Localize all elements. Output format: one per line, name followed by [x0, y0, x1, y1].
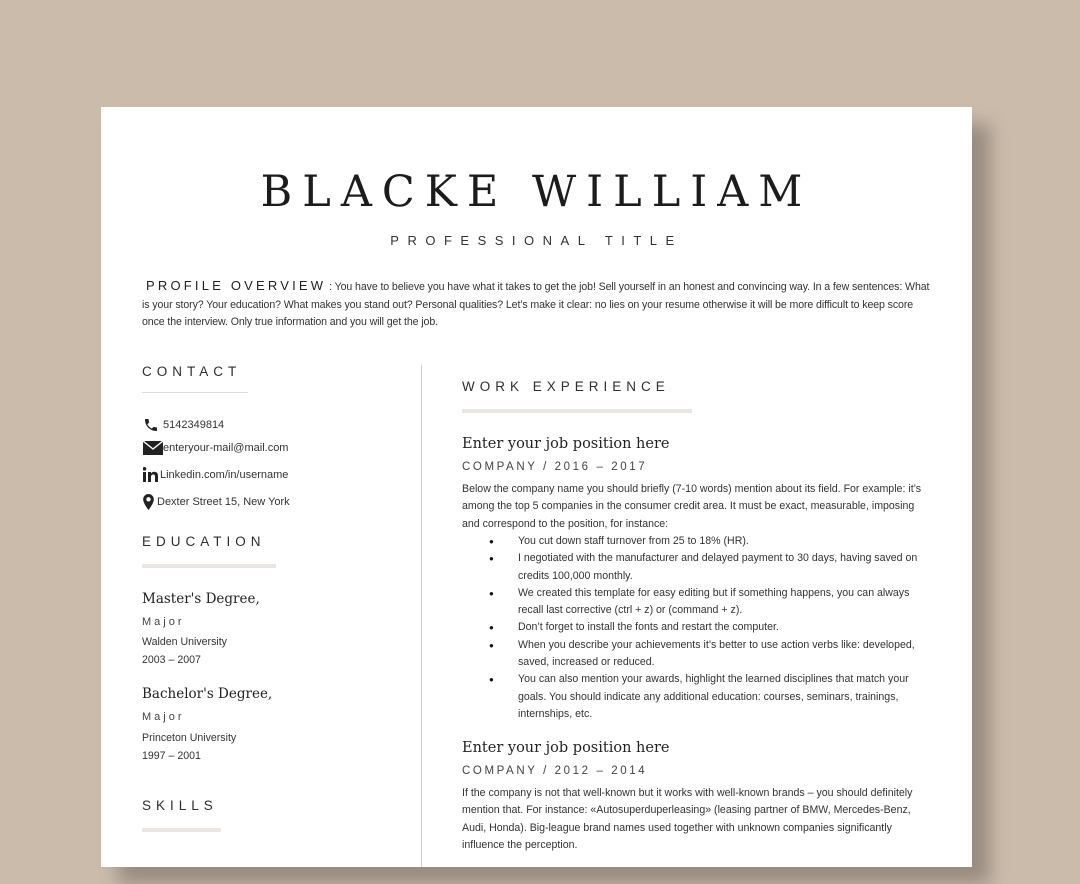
job-description: If the company is not that well-known but it works with well-known brands – you should definitely mention that. For instance: «Autosuperduperleasing» (leasing partner of BMW, Mercedes-Benz, Audi, Honda). Big-league brand names used together with unknown companies significantly influence the perception. — [462, 787, 913, 851]
education-school: Walden University — [142, 636, 227, 648]
skills-heading: SKILLS — [142, 798, 218, 813]
achievement-bullet: ● We created this template for easy editing but if something happens, you can always recall last corrective (ctrl + z) or (command + z). — [489, 585, 919, 620]
linkedin-url: Linkedin.com/in/username — [160, 468, 289, 481]
education-years: 1997 – 2001 — [142, 750, 201, 762]
profile-label: PROFILE OVERVIEW — [146, 278, 327, 293]
contact-linkedin — [143, 467, 288, 482]
profile-overview — [142, 277, 932, 332]
job-description: Below the company name you should briefly (7-10 words) mention about its field. For example: it’s among the top 5 companies in the consumer credit area. It must be exact, measurable, imposing and correspond to the position, for instance: — [462, 483, 922, 530]
achievement-bullet: ● I negotiated with the manufacturer and delayed payment to 30 days, having saved on credits 100,000 monthly. — [489, 550, 919, 585]
work-experience-heading: WORK EXPERIENCE — [462, 379, 670, 394]
education-school: Princeton University — [142, 732, 237, 744]
job-achievements — [489, 533, 919, 723]
phone-icon — [143, 417, 163, 433]
job-title: Enter your job position here — [462, 436, 670, 452]
education-major: Major — [142, 616, 185, 628]
location-pin-icon — [143, 494, 157, 510]
education-years: 2003 – 2007 — [142, 654, 201, 666]
job-title: Enter your job position here — [462, 740, 670, 756]
contact-divider — [142, 392, 248, 393]
education-divider — [142, 564, 276, 568]
profile-text: : You have to believe you have what it takes to get the job! Sell yourself in an honest and convincing way. In a few sentences: What is your story? Your education? What makes you stand out? Personal qualities? Let’s make it clear: no lies on your resume otherwise it will be more difficult to keep score once the interview. Only true information and you will get the job. — [142, 281, 930, 329]
work-experience-divider — [462, 409, 692, 413]
achievement-bullet: ● You cut down staff turnover from 25 to 18% (HR). — [489, 533, 919, 550]
linkedin-icon — [143, 467, 160, 482]
job-company-dates: COMPANY / 2012 – 2014 — [462, 765, 648, 777]
email-address: enteryour-mail@mail.com — [163, 442, 289, 454]
job-company-dates: COMPANY / 2016 – 2017 — [462, 461, 648, 473]
mail-icon — [143, 441, 163, 455]
achievement-bullet: ● When you describe your achievements it’s better to use action verbs like: developed, saved, increased or reduced. — [489, 637, 919, 672]
resume-page — [101, 107, 972, 867]
education-degree: Master's Degree, — [142, 591, 260, 607]
skills-divider — [142, 828, 221, 832]
achievement-bullet: ● You can also mention your awards, highlight the learned disciplines that match your goals. You should indicate any additional education: courses, seminars, trainings, internships, etc. — [489, 671, 919, 723]
column-divider — [421, 365, 422, 867]
achievement-bullet: ● Don’t forget to install the fonts and restart the computer. — [489, 619, 919, 636]
street-address: Dexter Street 15, New York — [157, 496, 290, 508]
contact-email — [143, 441, 288, 455]
phone-number: 5142349814 — [163, 419, 225, 431]
education-heading: EDUCATION — [142, 534, 266, 549]
contact-heading: CONTACT — [142, 364, 242, 379]
professional-title: PROFESSIONAL TITLE — [390, 233, 683, 248]
education-major: Major — [142, 711, 185, 723]
contact-phone — [143, 417, 224, 433]
contact-address — [143, 494, 290, 510]
candidate-name: BLACKE WILLIAM — [260, 167, 813, 217]
education-degree: Bachelor's Degree, — [142, 686, 273, 702]
